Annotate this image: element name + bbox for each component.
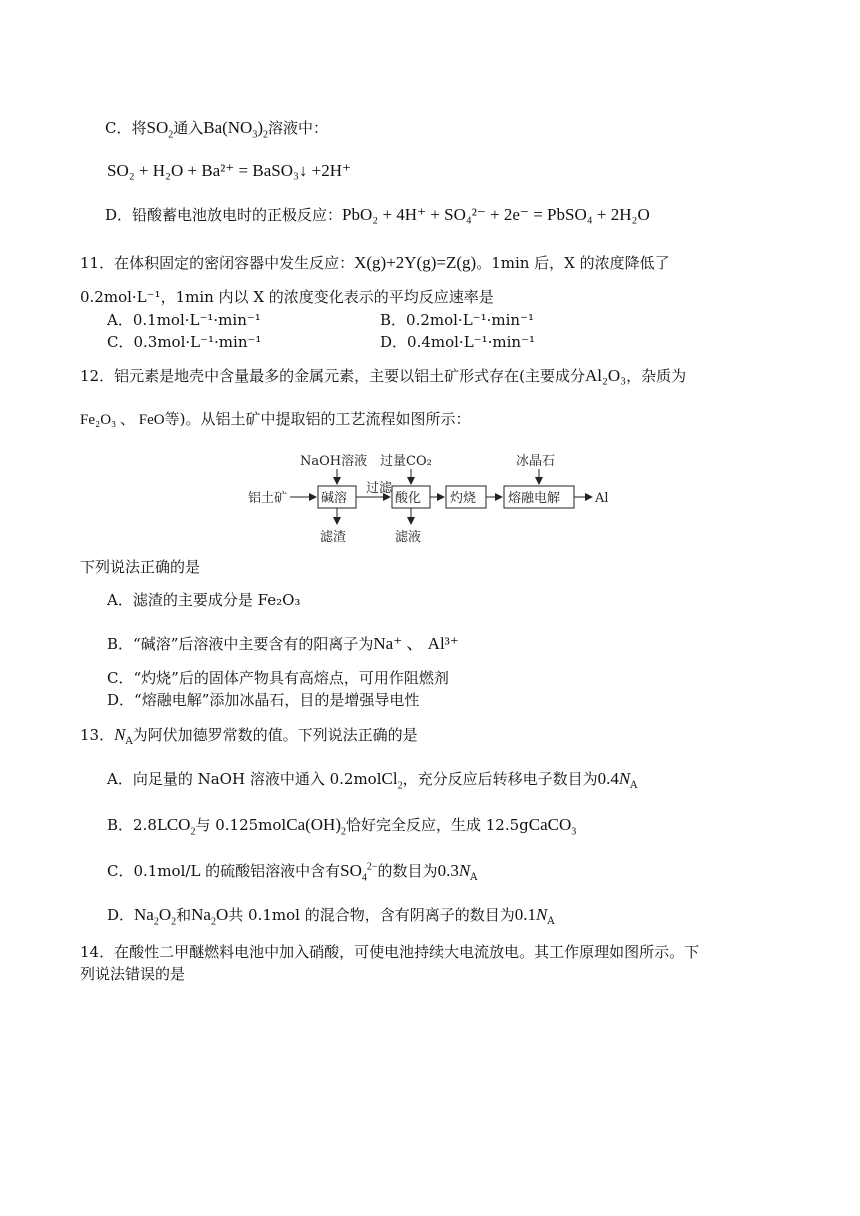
q10-d-label: D．铅酸蓄电池放电时的正极反应： <box>105 206 343 224</box>
q13-d-label: D． <box>107 906 135 924</box>
q12-al2o3: Al₂O₃ <box>584 366 627 385</box>
q14-stem-line1: 14．在酸性二甲醚燃料电池中加入硝酸，可使电池持续大电流放电。其工作原理如图所示。下 <box>80 943 700 961</box>
q11-stem <box>80 253 670 273</box>
q11-stem-b: 。1min 后，X 的浓度降低了 <box>476 254 670 272</box>
flow-out2: 滤液 <box>395 530 422 545</box>
q10-c-tail: 溶液中： <box>268 119 329 137</box>
q12-option-b <box>107 634 459 654</box>
flow-end: Al <box>595 491 609 506</box>
flow-reagent1: NaOH溶液 <box>300 454 368 469</box>
q12-option-a: A．滤渣的主要成分是 Fe₂O₃ <box>107 591 301 609</box>
q12-prompt: 下列说法正确的是 <box>80 558 201 576</box>
q10-c-mid: 通入 <box>173 119 204 137</box>
q13-c-text1: C．0.1mol/L 的硫酸铝溶液中含有 <box>107 862 341 880</box>
q13-stem-text: 为阿伏加德罗常数的值。下列说法正确的是 <box>132 726 418 744</box>
q11-reaction: X(g)+2Y(g)=Z(g) <box>354 253 477 272</box>
q13-c-text2: 的数目为 <box>377 862 438 880</box>
q14-stem-line2: 列说法错误的是 <box>80 965 186 983</box>
q13-a-text1: A．向足量的 NaOH 溶液中通入 0.2mol <box>107 770 382 788</box>
q13-stem: 13．$N_A$为阿伏加德罗常数的值。下列说法正确的是 <box>80 725 418 747</box>
flow-reagent2: 过量CO₂ <box>380 454 432 469</box>
flow-box4-label: 熔融电解 <box>508 491 561 506</box>
q13-option-b: B．$2.8LCO_2$与 $0.125molCa(OH)_2$恰好完全反应，生成 12.5gCaCO$_3$ <box>107 815 577 838</box>
q13-d-text2: 共 0.1mol 的混合物，含有阴离子的数目为 <box>228 906 515 924</box>
q12-option-d: D．“熔融电解”添加冰晶石，目的是增强导电性 <box>107 691 420 709</box>
q13-a-value: 0.4 <box>597 769 619 788</box>
q12-flow-diagram <box>240 445 620 550</box>
q13-na: N <box>114 725 126 744</box>
q11-stem-a: 11．在体积固定的密闭容器中发生反应： <box>80 254 355 272</box>
q10-option-c: C．将$SO_2$通入$Ba(NO_3)_2$溶液中： <box>105 118 329 141</box>
q12-stem-b: ，杂质为 <box>626 367 687 385</box>
q10-d-equation: PbO₂ + 4H⁺ + SO₄²⁻ + 2e⁻ = PbSO₄ + 2H₂O <box>342 205 650 224</box>
q13-a-text2: ，充分反应后转移电子数目为 <box>402 770 598 788</box>
q12-b-ions: Na⁺ 、 Al³⁺ <box>373 634 459 653</box>
flow-box3-label: 灼烧 <box>450 491 477 506</box>
q10-c-equation: SO₂ + H₂O + Ba²⁺ = BaSO₃↓ +2H⁺ <box>107 161 351 180</box>
flow-start: 铝土矿 <box>248 491 288 506</box>
q13-c-value: 0.3 <box>437 861 459 880</box>
q11-stem-c: 0.2mol·L⁻¹，1min 内以 X 的浓度变化表示的平均反应速率是 <box>80 288 494 306</box>
q12-stem <box>80 366 686 386</box>
q12-stem-line2 <box>80 410 470 429</box>
q13-option-d: D．$Na_2O_2$和$Na_2O$共 0.1mol 的混合物，含有阴离子的数目为$0.1N_A$ <box>107 905 555 928</box>
q12-stem-c: 等)。从铝土矿中提取铝的工艺流程如图所示： <box>164 410 471 428</box>
q10-option-d <box>105 205 650 225</box>
q13-option-a: A．向足量的 NaOH 溶液中通入 0.2molCl$_2$，充分反应后转移电子数目为$0.4N_A$ <box>107 769 638 792</box>
q12-option-c: C．“灼烧”后的固体产物具有高熔点，可用作阻燃剂 <box>107 669 449 687</box>
q11-option-b: B．0.2mol·L⁻¹·min⁻¹ <box>380 311 534 329</box>
q13-num: 13． <box>80 726 115 744</box>
flow-box1-label: 碱溶 <box>321 491 348 506</box>
q11-option-d: D．0.4mol·L⁻¹·min⁻¹ <box>380 333 535 351</box>
q13-d-text1: 和 <box>176 906 192 924</box>
q12-b-text: B．“碱溶”后溶液中主要含有的阳离子为 <box>107 635 374 653</box>
q13-b-text2: 与 0.125mol <box>195 816 287 834</box>
flow-box2-label: 酸化 <box>395 491 422 506</box>
flow-out1: 滤渣 <box>320 530 347 545</box>
flow-step12: 过滤 <box>366 481 393 496</box>
flow-reagent4: 冰晶石 <box>516 454 556 469</box>
q12-stem-a: 12．铝元素是地壳中含量最多的金属元素，主要以铝土矿形式存在(主要成分 <box>80 367 585 385</box>
q13-b-text1: B．2.8L <box>107 816 167 834</box>
q13-option-c: C．0.1mol/L 的硫酸铝溶液中含有$SO_4^{2-}$的数目为$0.3N_A$ <box>107 861 478 884</box>
q13-d-value: 0.1 <box>514 905 536 924</box>
q10-c-label: C．将 <box>105 119 147 137</box>
q12-impurities: Fe₂O₃ 、 FeO <box>80 412 165 428</box>
q13-b-text3: 恰好完全反应，生成 12.5g <box>346 816 529 834</box>
q11-option-c: C．0.3mol·L⁻¹·min⁻¹ <box>107 333 262 351</box>
q11-option-a: A．0.1mol·L⁻¹·min⁻¹ <box>107 311 261 329</box>
